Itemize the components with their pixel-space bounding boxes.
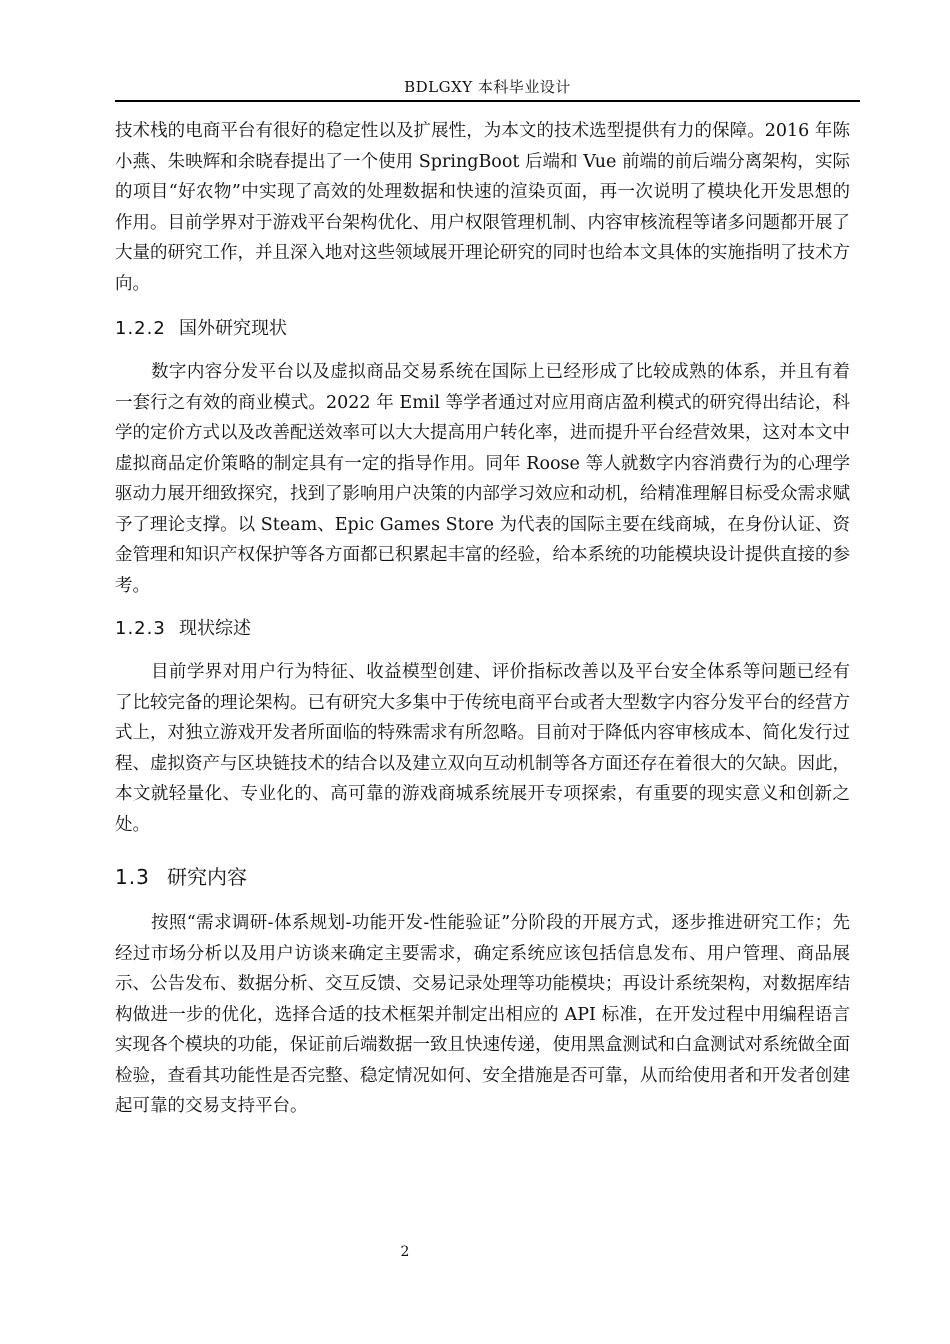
paragraph-foreign-research: 数字内容分发平台以及虚拟商品交易系统在国际上已经形成了比较成熟的体系，并且有着一套行之有效的商业模式。2022 年 Emil 等学者通过对应用商店盈利模式的研究得出结论，科学的定价方式以及改善配送效率可以大大提高用户转化率，进而提升平台经营效果，这对本文中虚拟商品定价策略的制定具有一定的指导作用。同年 Roose 等人就数字内容消费行为的心理学驱动力展开细致探究，找到了影响用户决策的内部学习效应和动机，给精准理解目标受众需求赋予了理论支撑。以 Steam、Epic Games Store 为代表的国际主要在线商城，在身份认证、资金管理和知识产权保护等各方面都已积累起丰富的经验，给本系统的功能模块设计提供直接的参考。 xyxy=(115,362,850,596)
section-number: 1.2.3 xyxy=(115,618,166,639)
running-header: BDLGXY 本科毕业设计 xyxy=(404,78,571,96)
paragraph-research-content: 按照“需求调研-体系规划-功能开发-性能验证”分阶段的开展方式，逐步推进研究工作；先经过市场分析以及用户访谈来确定主要需求，确定系统应该包括信息发布、用户管理、商品展示、公告发布、数据分析、交互反馈、交易记录处理等功能模块；再设计系统架构，对数据库结构做进一步的优化，选择合适的技术框架并制定出相应的 API 标准，在开发过程中用编程语言实现各个模块的功能，保证前后端数据一致且快速传递，使用黑盒测试和白盒测试对系统做全面检验，查看其功能性是否完整、稳定情况如何、安全措施是否可靠，从而给使用者和开发者创建起可靠的交易支持平台。 xyxy=(115,913,850,1116)
paragraph-summary: 目前学界对用户行为特征、收益模型创建、评价指标改善以及平台安全体系等问题已经有了比较完备的理论架构。已有研究大多集中于传统电商平台或者大型数字内容分发平台的经营方式上，对独立游戏开发者所面临的特殊需求有所忽略。目前对于降低内容审核成本、简化发行过程、虚拟资产与区块链技术的结合以及建立双向互动机制等各方面还存在着很大的欠缺。因此，本文就轻量化、专业化的、高可靠的游戏商城系统展开专项探索，有重要的现实意义和创新之处。 xyxy=(115,662,850,835)
page-body xyxy=(115,116,850,1122)
header-rule xyxy=(115,100,860,102)
section-heading-1-2-3 xyxy=(115,615,850,643)
section-number: 1.3 xyxy=(115,865,150,889)
section-heading-1-3 xyxy=(115,862,850,892)
section-title: 研究内容 xyxy=(167,865,247,889)
continued-paragraph: 技术栈的电商平台有很好的稳定性以及扩展性，为本文的技术选型提供有力的保障。2016 年陈小燕、朱映辉和余晓春提出了一个使用 SpringBoot 后端和 Vue 前端的前后端分离架构，实际的项目“好农物”中实现了高效的处理数据和快速的渲染页面，再一次说明了模块化开发思想的作用。目前学界对于游戏平台架构优化、用户权限管理机制、内容审核流程等诸多问题都开展了大量的研究工作，并且深入地对这些领域展开理论研究的同时也给本文具体的实施指明了技术方向。 xyxy=(115,121,850,294)
section-title: 现状综述 xyxy=(179,618,251,639)
section-number: 1.2.2 xyxy=(115,318,166,339)
section-title: 国外研究现状 xyxy=(179,318,287,339)
page-number: 2 xyxy=(400,1244,410,1260)
section-heading-1-2-2 xyxy=(115,315,850,343)
